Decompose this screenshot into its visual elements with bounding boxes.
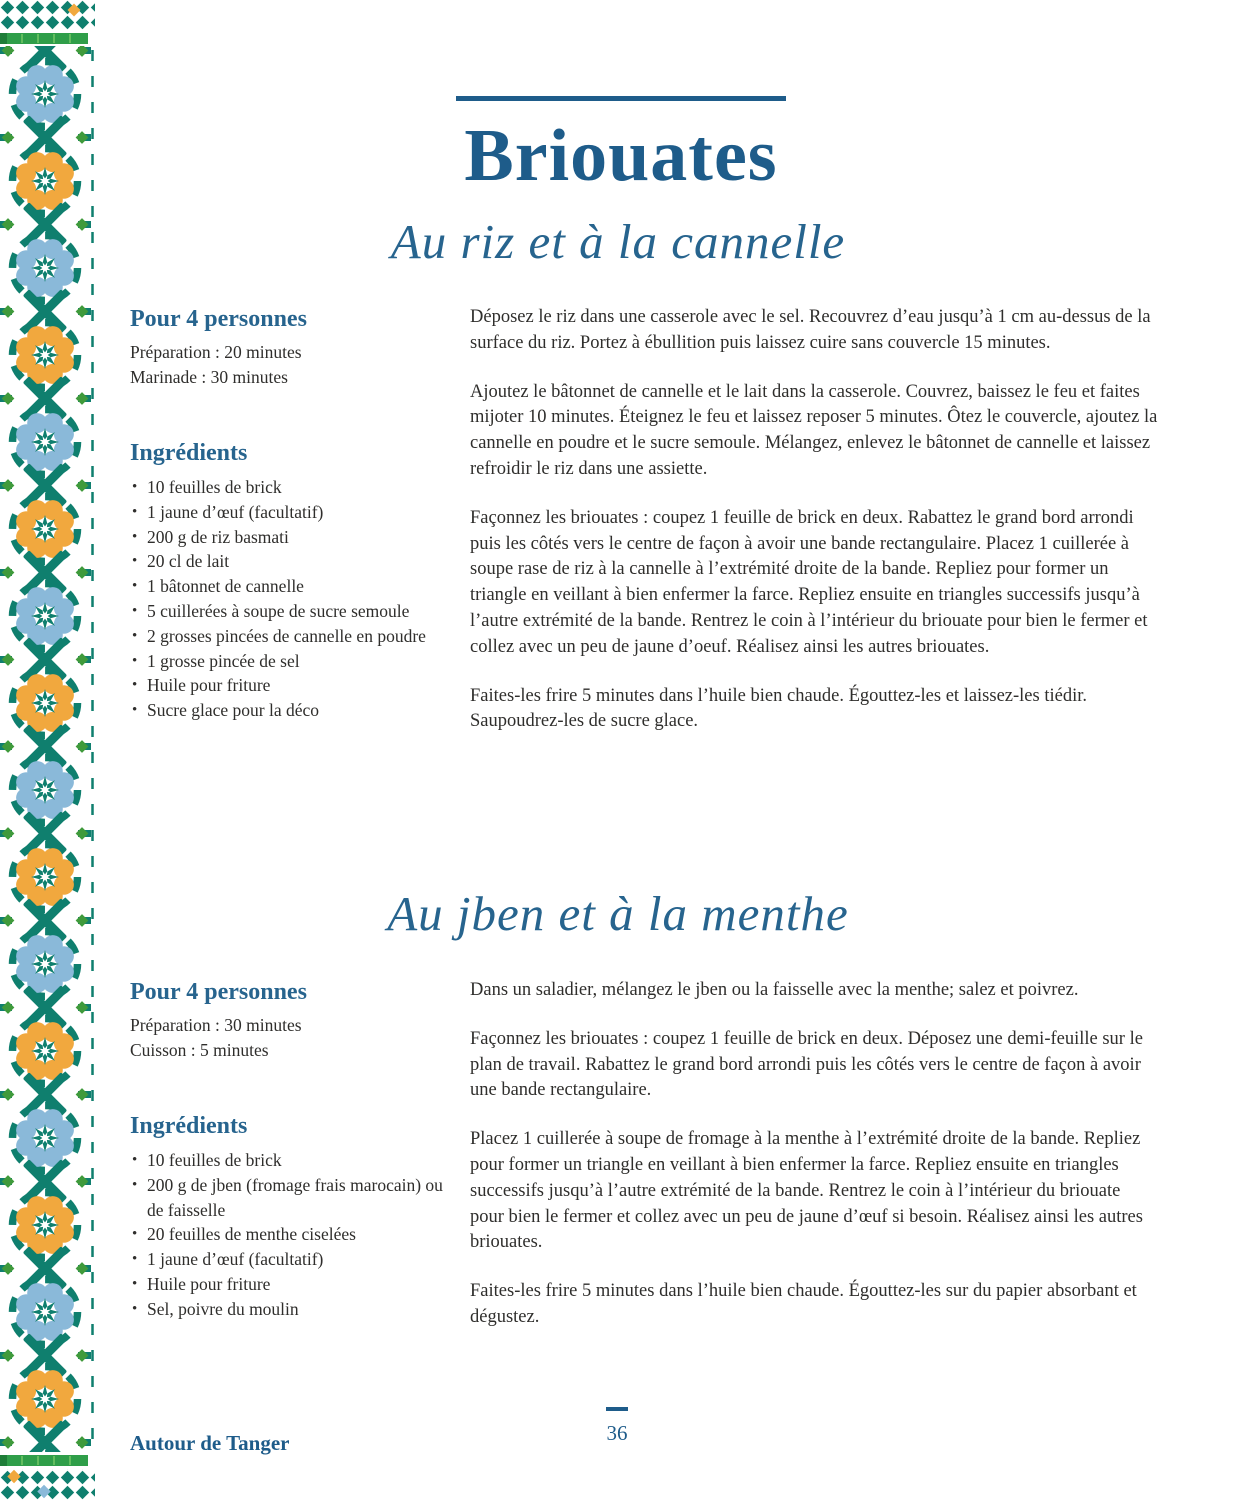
ingredient-item: • 20 feuilles de menthe ciselées xyxy=(130,1222,462,1247)
recipe2-serving-heading: Pour 4 personnes xyxy=(130,979,307,1005)
zellige-tile-border-ornament xyxy=(0,0,95,1500)
recipe2-cook-time: Cuisson : 5 minutes xyxy=(130,1040,269,1060)
recipe-step-paragraph: Façonnez les briouates : coupez 1 feuille de brick en deux. Déposez une demi-feuille sur le plan de travail. Rabattez le grand bord arrondi puis les côtés vers le centre de façon à avoir une bande rectangulaire. xyxy=(470,1028,1143,1101)
recipe2-prep-time: Préparation : 30 minutes xyxy=(130,1015,302,1035)
ingredient-item: • 1 jaune d’œuf (facultatif) xyxy=(130,500,462,525)
title-rule xyxy=(456,96,786,101)
ingredient-item: • Sucre glace pour la déco xyxy=(130,698,462,723)
ingredient-item: • Sel, poivre du moulin xyxy=(130,1297,462,1322)
recipe-step-paragraph: Dans un saladier, mélangez le jben ou la faisselle avec la menthe; salez et poivrez. xyxy=(470,980,1079,1000)
ingredient-item: • 10 feuilles de brick xyxy=(130,1148,462,1173)
recipe-step-paragraph: Ajoutez le bâtonnet de cannelle et le lait dans la casserole. Couvrez, baissez le feu et faites mijoter 10 minutes. Éteignez le feu et laissez reposer 5 minutes. Ôtez le couvercle, ajoutez la cannelle en poudre et le sucre semoule. Mélangez, enlevez le bâtonnet de cannelle et laissez refroidir le riz dans une assiette. xyxy=(470,381,1158,479)
page-number-block xyxy=(567,1407,667,1446)
ingredient-item: • 20 cl de lait xyxy=(130,549,462,574)
ingredient-item: • Huile pour friture xyxy=(130,673,462,698)
recipe2-ingredients-list xyxy=(130,1148,462,1322)
recipe-step-paragraph: Déposez le riz dans une casserole avec le sel. Recouvrez d’eau jusqu’à 1 cm au-dessus de la surface du riz. Portez à ébullition puis laissez cuire sans couvercle 15 minutes. xyxy=(470,307,1151,353)
ingredient-item: • 1 grosse pincée de sel xyxy=(130,649,462,674)
recipe1-prep-time: Préparation : 20 minutes xyxy=(130,342,302,362)
ingredient-item: • 2 grosses pincées de cannelle en poudre xyxy=(130,624,462,649)
ingredient-item: • 200 g de riz basmati xyxy=(130,525,462,550)
ingredient-item: • 200 g de jben (fromage frais marocain) ou de faisselle xyxy=(130,1173,462,1223)
recipe2-sidebar xyxy=(130,978,462,1322)
recipe1-sidebar xyxy=(130,305,462,723)
title-block xyxy=(455,96,787,195)
recipe-step-paragraph: Façonnez les briouates : coupez 1 feuille de brick en deux. Rabattez le grand bord arrondi puis les côtés vers le centre de façon à avoir une bande rectangulaire. Placez 1 cuillerée à soupe rase de riz à la cannelle à l’extrémité droite de la bande. Repliez pour former un triangle en veillant à bien enfermer la farce. Repliez ensuite en triangles successifs jusqu’à l’autre extrémité de la bande. Rentrez le coin à l’intérieur du briouate pour bien le fermer et collez avec un peu de jaune d’oeuf. Réalisez ainsi les autres briouates. xyxy=(470,507,1148,657)
page-title: Briouates xyxy=(464,115,778,197)
chapter-footer-label: Autour de Tanger xyxy=(130,1431,290,1455)
recipe1-serving-heading: Pour 4 personnes xyxy=(130,306,307,332)
recipe-step-paragraph: Faites-les frire 5 minutes dans l’huile bien chaude. Égouttez-les sur du papier absorbant et dégustez. xyxy=(470,1281,1137,1327)
recipe2-subtitle: Au jben et à la menthe xyxy=(387,886,849,941)
recipe2-ingredients-heading: Ingrédients xyxy=(130,1113,248,1139)
ingredient-item: • 1 jaune d’œuf (facultatif) xyxy=(130,1247,462,1272)
recipe1-marinade-time: Marinade : 30 minutes xyxy=(130,367,288,387)
ingredient-item: • 10 feuilles de brick xyxy=(130,475,462,500)
ingredient-item: • 5 cuillerées à soupe de sucre semoule xyxy=(130,599,462,624)
recipe-step-paragraph: Faites-les frire 5 minutes dans l’huile bien chaude. Égouttez-les et laissez-les tiédir. Saupoudrez-les de sucre glace. xyxy=(470,685,1087,732)
recipe2-instructions xyxy=(470,978,1158,1354)
page-number: 36 xyxy=(606,1421,628,1445)
recipe1-ingredients-heading: Ingrédients xyxy=(130,440,248,466)
recipe1-instructions xyxy=(470,305,1158,758)
ingredient-item: • Huile pour friture xyxy=(130,1272,462,1297)
recipe1-subtitle: Au riz et à la cannelle xyxy=(390,214,846,269)
page-number-rule xyxy=(606,1407,628,1411)
ingredient-item: • 1 bâtonnet de cannelle xyxy=(130,574,462,599)
recipe1-ingredients-list xyxy=(130,475,462,723)
recipe-step-paragraph: Placez 1 cuillerée à soupe de fromage à la menthe à l’extrémité droite de la bande. Repliez pour former un triangle en veillant à bien enfermer la farce. Repliez ensuite en triangles successifs jusqu’à l’autre extrémité de la bande. Rentrez le coin à l’intérieur du briouate pour bien le fermer et collez avec un peu de jaune d’œuf si besoin. Réalisez ainsi les autres briouates. xyxy=(470,1129,1143,1253)
